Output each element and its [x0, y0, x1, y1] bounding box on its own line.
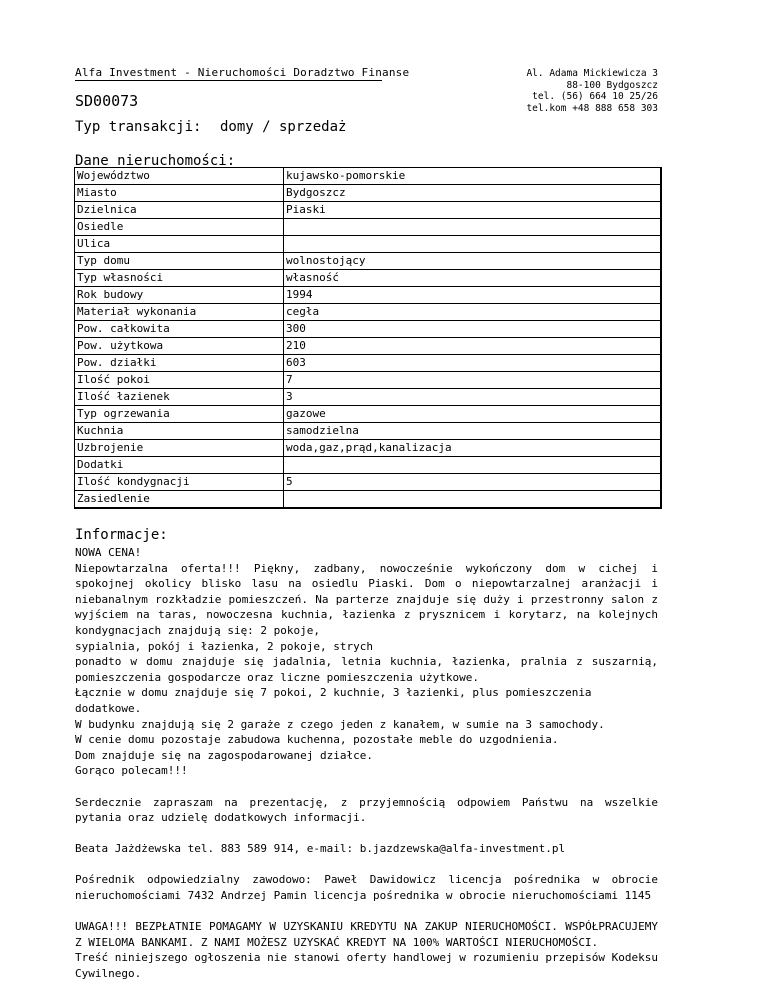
- contact-text: Beata Jażdżewska tel. 883 589 914, e-mail: b.jazdzewska@alfa-investment.pl: [75, 842, 566, 856]
- property-row: [75, 355, 662, 372]
- property-row: [75, 253, 662, 270]
- address-line: Al. Adama Mickiewicza 3: [526, 68, 658, 79]
- property-label: Uzbrojenie: [75, 440, 284, 457]
- property-value: [284, 457, 662, 474]
- description-line: Łącznie w domu znajduje się 7 pokoi, 2 kuchnie, 3 łazienki, plus pomieszczenia dodatkowe.: [75, 686, 592, 715]
- property-value: własność: [284, 270, 662, 287]
- property-value: cegła: [284, 304, 662, 321]
- property-value: kujawsko-pomorskie: [284, 168, 662, 185]
- description-line: Gorąco polecam!!!: [75, 764, 188, 778]
- property-label: Ilość pokoi: [75, 372, 284, 389]
- info-section-title: Informacje:: [75, 527, 168, 543]
- description-block: [75, 545, 658, 779]
- property-value: [284, 219, 662, 236]
- property-label: Województwo: [75, 168, 284, 185]
- header-divider: [75, 80, 382, 81]
- property-label: Ulica: [75, 236, 284, 253]
- property-label: Pow. całkowita: [75, 321, 284, 338]
- property-row: [75, 236, 662, 253]
- info-body: [75, 545, 658, 982]
- property-value: 7: [284, 372, 662, 389]
- property-row: [75, 304, 662, 321]
- property-label: Dzielnica: [75, 202, 284, 219]
- property-row: [75, 202, 662, 219]
- transaction-type-value: domy / sprzedaż: [220, 119, 347, 135]
- address-line: 88-100 Bydgoszcz: [566, 79, 658, 91]
- property-label: Dodatki: [75, 457, 284, 474]
- property-row: [75, 219, 662, 236]
- description-line: ponadto w domu znajduje się jadalnia, letnia kuchnia, łazienka, pralnia z suszarnią, pomieszczenia gospodarcze oraz liczne pomieszczenia użytkowe.: [75, 655, 658, 684]
- phone-line: tel. (56) 664 10 25/26: [532, 91, 658, 102]
- property-label: Pow. działki: [75, 355, 284, 372]
- property-row: [75, 440, 662, 457]
- property-value: 5: [284, 474, 662, 491]
- invitation-text: Serdecznie zapraszam na prezentację, z przyjemnością odpowiem Państwu na wszelkie pytania oraz udzielę dodatkowych informacji.: [75, 795, 658, 825]
- property-label: Typ własności: [75, 270, 284, 287]
- disclaimer-text: Treść niniejszego ogłoszenia nie stanowi oferty handlowej w rozumieniu przepisów Kodeksu Cywilnego.: [75, 951, 658, 981]
- property-row: [75, 185, 662, 202]
- property-row: [75, 491, 662, 509]
- description-line: Dom znajduje się na zagospodarowanej działce.: [75, 748, 374, 762]
- property-row: [75, 287, 662, 304]
- property-value: [284, 491, 662, 509]
- property-value: 603: [284, 355, 662, 372]
- property-label: Rok budowy: [75, 287, 284, 304]
- property-label: Miasto: [75, 185, 284, 202]
- description-line: Niepowtarzalna oferta!!! Piękny, zadbany, nowocześnie wykończony dom w cichej i spokojnej okolicy blisko lasu na osiedlu Piaski. Dom o niepowtarzalnej aranżacji i niebanalnym rozkładzie pomieszczeń. Na parterze znajduje się duży i przestronny salon z wyjściem na taras, nowoczesna kuchnia, łazienka z prysznicem i korytarz, na kolejnych kondygnacjach znajdują się: 2 pokoje,: [75, 561, 658, 637]
- property-row: [75, 389, 662, 406]
- broker-text: Pośrednik odpowiedzialny zawodowo: Paweł Dawidowicz licencja pośrednika w obrocie nieruchomościami 7432 Andrzej Pamin licencja pośrednika w obrocie nieruchomościami 1145: [75, 873, 658, 903]
- property-row: [75, 457, 662, 474]
- property-value: samodzielna: [284, 423, 662, 440]
- property-label: Typ domu: [75, 253, 284, 270]
- property-row: [75, 406, 662, 423]
- property-label: Osiedle: [75, 219, 284, 236]
- property-value: 1994: [284, 287, 662, 304]
- description-line: sypialnia, pokój i łazienka, 2 pokoje, strych: [75, 639, 374, 653]
- property-row: [75, 270, 662, 287]
- transaction-type-label: Typ transakcji:: [75, 119, 202, 135]
- company-address: [526, 68, 658, 114]
- description-line: NOWA CENA!: [75, 546, 142, 559]
- property-value: wolnostojący: [284, 253, 662, 270]
- property-label: Ilość łazienek: [75, 389, 284, 406]
- property-row: [75, 168, 662, 185]
- property-label: Materiał wykonania: [75, 304, 284, 321]
- property-details-table: [74, 167, 662, 509]
- description-line: W cenie domu pozostaje zabudowa kuchenna, pozostałe meble do uzgodnienia.: [75, 733, 559, 747]
- property-value: woda,gaz,prąd,kanalizacja: [284, 440, 662, 457]
- property-row: [75, 321, 662, 338]
- property-row: [75, 423, 662, 440]
- credit-notice: UWAGA!!! BEZPŁATNIE POMAGAMY W UZYSKANIU KREDYTU NA ZAKUP NIERUCHOMOŚCI. WSPÓŁPRACUJEMY Z WIELOMA BANKAMI. Z NAMI MOŻESZ UZYSKAĆ KREDYT NA 100% WARTOŚCI NIERUCHOMOŚCI.: [75, 920, 658, 949]
- property-value: 210: [284, 338, 662, 355]
- description-line: W budynku znajdują się 2 garaże z czego jeden z kanałem, w sumie na 3 samochody.: [75, 717, 605, 731]
- property-label: Kuchnia: [75, 423, 284, 440]
- property-label: Pow. użytkowa: [75, 338, 284, 355]
- property-value: Bydgoszcz: [284, 185, 662, 202]
- mobile-phone-line: tel.kom +48 888 658 303: [526, 102, 658, 114]
- property-value: 300: [284, 321, 662, 338]
- property-row: [75, 372, 662, 389]
- property-value: gazowe: [284, 406, 662, 423]
- company-name: Alfa Investment - Nieruchomości Doradztwo Finanse: [75, 66, 410, 79]
- property-value: Piaski: [284, 202, 662, 219]
- property-label: Ilość kondygnacji: [75, 474, 284, 491]
- property-value: 3: [284, 389, 662, 406]
- property-value: [284, 236, 662, 253]
- offer-id: SD00073: [75, 92, 139, 110]
- property-row: [75, 338, 662, 355]
- property-row: [75, 474, 662, 491]
- property-label: Typ ogrzewania: [75, 406, 284, 423]
- property-label: Zasiedlenie: [75, 491, 284, 509]
- property-section-title: Dane nieruchomości:: [75, 153, 236, 169]
